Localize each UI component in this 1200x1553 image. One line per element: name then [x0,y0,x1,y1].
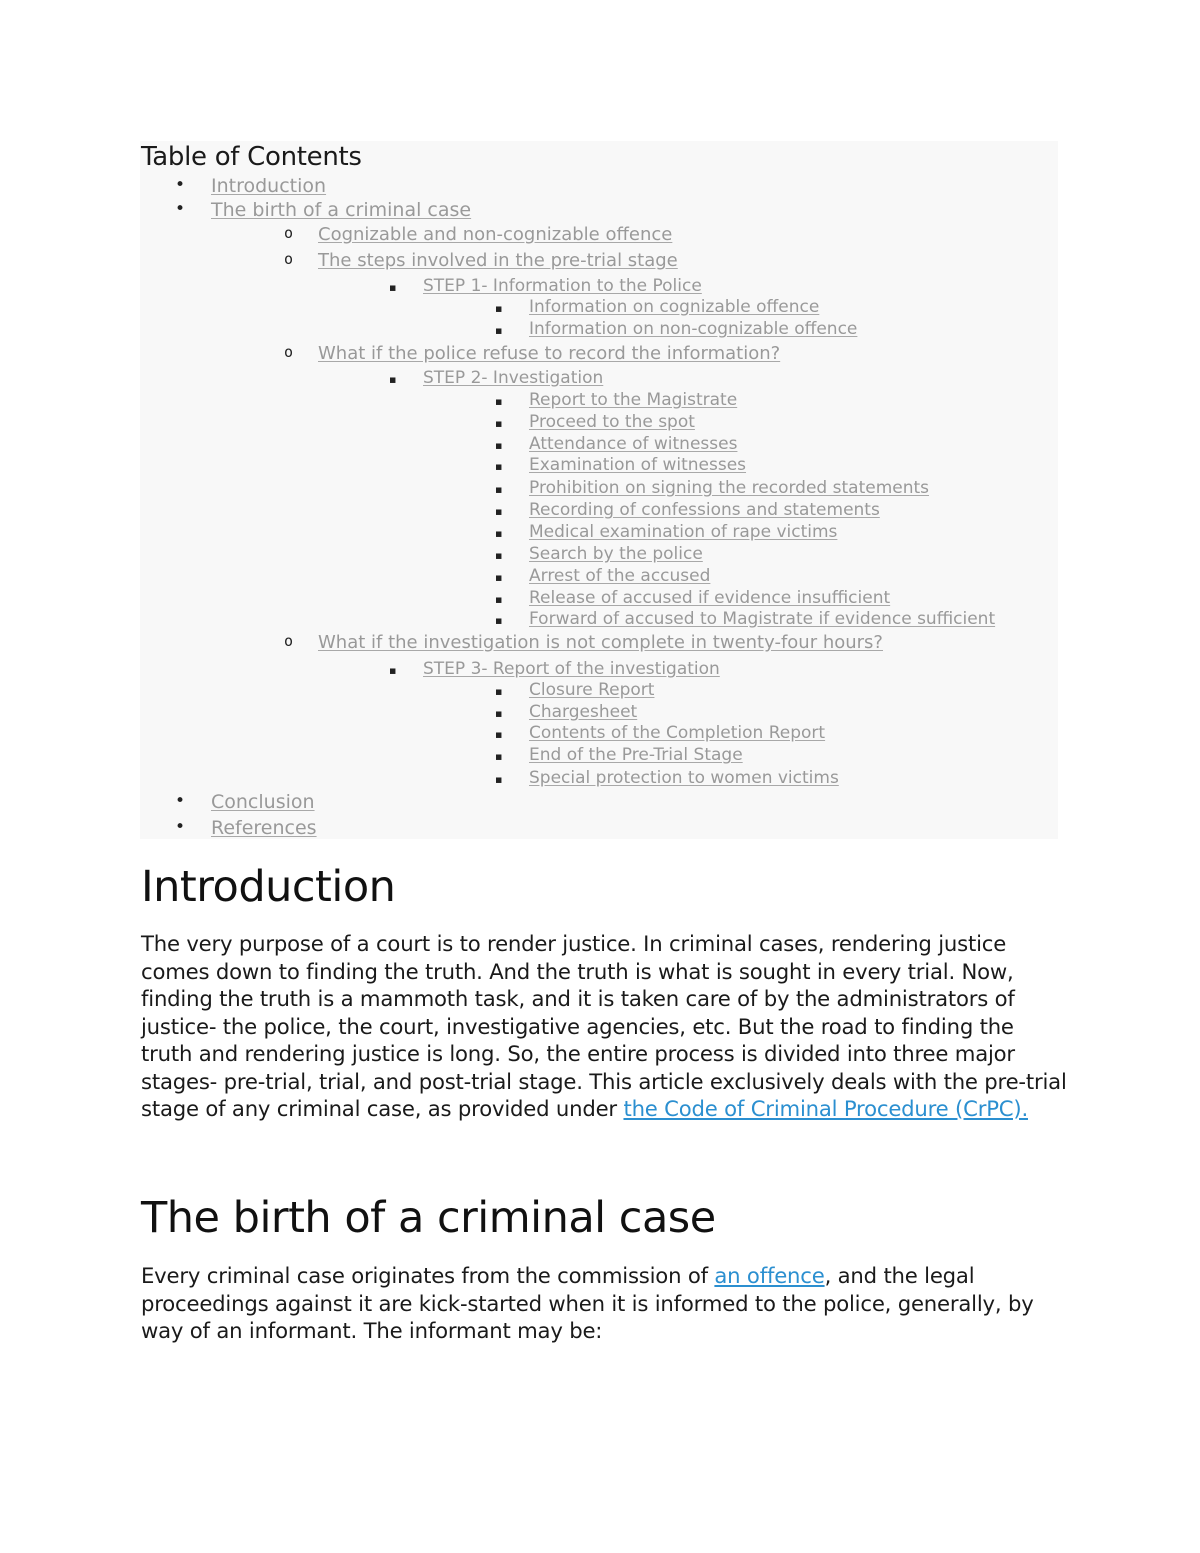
toc-bullet: ▪ [495,324,503,337]
toc-title: Table of Contents [141,142,362,172]
toc-link[interactable]: Proceed to the spot [529,412,695,432]
toc-bullet: ▪ [495,483,503,496]
toc-link[interactable]: Arrest of the accused [529,566,711,586]
introduction-text: The very purpose of a court is to render justice. In criminal cases, rendering justice comes down to finding the truth. And the truth is what is sought in every trial. Now, finding the truth is a mammoth task, and it is taken care of by the administrators of justice- the police, the court, investigative agencies, etc. But the road to finding the truth and rendering justice is long. So, the entire process is divided into three major stages- pre-trial, trial, and post-trial stage. This article exclusively deals with the pre-trial stage of any criminal case, as provided under [141,931,1067,1121]
toc-link[interactable]: Introduction [211,175,327,197]
toc-bullet: ▪ [495,439,503,452]
toc-link[interactable]: STEP 3- Report of the investigation [423,659,720,679]
birth-heading: The birth of a criminal case [141,1193,716,1243]
toc-link[interactable]: Information on cognizable offence [529,297,820,317]
toc-bullet: ▪ [495,527,503,540]
introduction-paragraph [141,930,1071,1123]
toc-bullet: ▪ [495,417,503,430]
toc-link[interactable]: The birth of a criminal case [211,199,472,221]
toc-bullet: ▪ [495,395,503,408]
toc-link[interactable]: Conclusion [211,791,315,813]
toc-link[interactable]: Forward of accused to Magistrate if evidence sufficient [529,609,996,629]
toc-link[interactable]: Closure Report [529,680,655,700]
toc-link[interactable]: Attendance of witnesses [529,434,738,454]
toc-link[interactable]: Cognizable and non-cognizable offence [318,224,673,245]
toc-bullet: ▪ [495,750,503,763]
crpc-link[interactable]: the Code of Criminal Procedure (CrPC). [623,1096,1028,1121]
toc-bullet: • [175,199,186,219]
toc-bullet: ▪ [389,373,397,386]
toc-bullet: o [284,343,294,361]
toc-bullet: ▪ [495,614,503,627]
toc-link[interactable]: Contents of the Completion Report [529,723,826,743]
toc-link[interactable]: What if the investigation is not complete in twenty-four hours? [318,632,883,653]
toc-link[interactable]: Search by the police [529,544,703,564]
toc-link[interactable]: The steps involved in the pre-trial stage [318,250,678,271]
toc-link[interactable]: STEP 1- Information to the Police [423,276,702,296]
toc-link[interactable]: Recording of confessions and statements [529,500,880,520]
toc-link[interactable]: End of the Pre-Trial Stage [529,745,743,765]
toc-bullet: ▪ [389,664,397,677]
offence-link[interactable]: an offence [714,1263,825,1288]
toc-bullet: o [284,224,294,242]
introduction-heading: Introduction [141,862,396,912]
toc-bullet: • [175,817,186,837]
toc-link[interactable]: Examination of witnesses [529,455,747,475]
toc-bullet: ▪ [495,302,503,315]
toc-link[interactable]: STEP 2- Investigation [423,368,604,388]
toc-link[interactable]: Report to the Magistrate [529,390,738,410]
toc-bullet: ▪ [495,593,503,606]
toc-bullet: ▪ [495,728,503,741]
toc-bullet: ▪ [495,460,503,473]
toc-bullet: ▪ [389,281,397,294]
toc-bullet: ▪ [495,549,503,562]
toc-bullet: o [284,250,294,268]
toc-link[interactable]: Release of accused if evidence insufficient [529,588,891,608]
toc-bullet: ▪ [495,773,503,786]
birth-text-end: , and the legal proceedings against it are kick-started when it is informed to the police, generally, by way of an informant. The informant may be: [141,1263,1034,1343]
birth-text-start: Every criminal case originates from the commission of [141,1263,715,1288]
toc-link[interactable]: Chargesheet [529,702,638,722]
toc-bullet: ▪ [495,685,503,698]
toc-link[interactable]: References [211,817,317,839]
toc-link[interactable]: What if the police refuse to record the information? [318,343,781,364]
toc-link[interactable]: Special protection to women victims [529,768,839,788]
birth-paragraph [141,1262,1071,1345]
toc-bullet: ▪ [495,571,503,584]
toc-bullet: ▪ [495,707,503,720]
toc-link[interactable]: Medical examination of rape victims [529,522,838,542]
toc-link[interactable]: Prohibition on signing the recorded statements [529,478,930,498]
toc-link[interactable]: Information on non-cognizable offence [529,319,858,339]
toc-bullet: o [284,632,294,650]
toc-bullet: • [175,175,186,195]
toc-bullet: ▪ [495,505,503,518]
toc-bullet: • [175,791,186,811]
